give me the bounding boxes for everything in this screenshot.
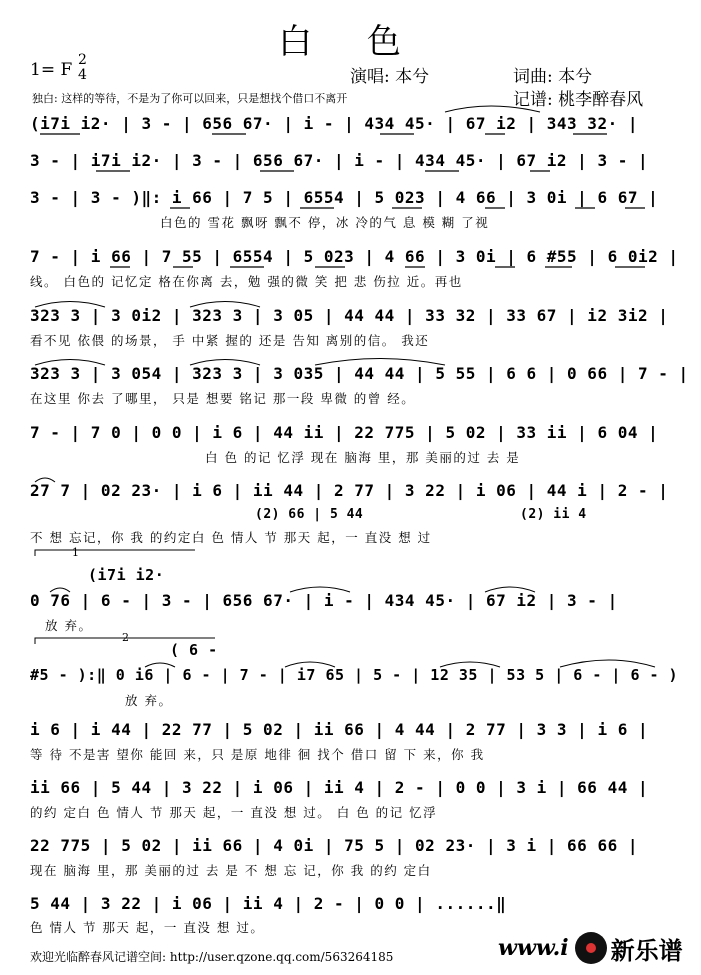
notation-row: 7 - | i 66 | 7 55 | 6554 | 5 023 | 4 66 | 3 0i | 6 #55 | 6 0i2 | xyxy=(30,247,679,266)
notation-row: 323 3 | 3 054 | 323 3 | 3 035 | 44 44 | 5 55 | 6 6 | 0 66 | 7 - | xyxy=(30,364,689,383)
volta-two-label: 2 xyxy=(122,631,129,644)
notation-row: 0 76 | 6 - | 3 - | 656 67· | i - | 434 45· | 67 i2 | 3 - | xyxy=(30,591,618,610)
intro-repeat-notes: ( 6 - xyxy=(170,641,218,659)
time-signature-top: 2 xyxy=(78,52,87,68)
notation-row: (i7i i2· | 3 - | 656 67· | i - | 434 45· | 67 i2 | 343 32· | xyxy=(30,114,638,133)
lyric-line: 白色的 雪花 飘呀 飘不 停，冰 冷的气 息 模 糊 了视 xyxy=(160,215,490,230)
lyric-line: 看不见 依偎 的场景， 手 中紧 握的 还是 告知 离别的信。 我还 xyxy=(30,333,430,348)
song-title: 白 色 xyxy=(278,22,423,62)
composer-credit: 词曲: 本兮 xyxy=(513,67,593,87)
lyric-line: 现在 脑海 里，那 美丽的过 去 是 不 想 忘 记，你 我 的约 定白 xyxy=(30,863,432,878)
alternate-ending-notes: (2) ii 4 xyxy=(520,507,587,522)
lyric-line: 的约 定白 色 情人 节 那天 起，一 直没 想 过。 白 色 的记 忆浮 xyxy=(30,805,438,820)
singer-credit: 演唱: 本兮 xyxy=(350,67,430,87)
alternate-ending-notes: (2) 66 | 5 44 xyxy=(255,507,364,522)
volta-one-label: 1 xyxy=(72,546,79,559)
notation-row: 3 - | i7i i2· | 3 - | 656 67· | i - | 434 45· | 67 i2 | 3 - | xyxy=(30,151,649,170)
volta-two-bracket xyxy=(35,638,215,644)
lyric-line: 放 弃。 xyxy=(45,618,93,633)
notation-row: #5 - ):‖ 0 i6 | 6 - | 7 - | i7 65 | 5 - | 12 35 | 53 5 | 6 - | 6 - ) xyxy=(30,666,679,684)
lyric-line: 在这里 你去 了哪里， 只是 想要 铭记 那一段 卑微 的曾 经。 xyxy=(30,391,416,406)
time-signature-bottom: 4 xyxy=(78,67,87,83)
notation-row: ii 66 | 5 44 | 3 22 | i 06 | ii 4 | 2 - | 0 0 | 3 i | 66 44 | xyxy=(30,778,649,797)
monologue-text: 独白: 这样的等待，不是为了你可以回来，只是想找个借口不离开 xyxy=(32,92,348,105)
footer-text: 欢迎光临醉春风记谱空间: http://user.qzone.qq.com/563264185 xyxy=(30,950,394,964)
notation-row: i 6 | i 44 | 22 77 | 5 02 | ii 66 | 4 44 | 2 77 | 3 3 | i 6 | xyxy=(30,720,649,739)
lyric-line: 放 弃。 xyxy=(125,693,173,708)
notation-row: 27 7 | 02 23· | i 6 | ii 44 | 2 77 | 3 22 | i 06 | 44 i | 2 - | xyxy=(30,481,669,500)
volta-one-bracket xyxy=(35,550,195,556)
transcriber-credit: 记谱: 桃李醉春风 xyxy=(513,90,644,110)
notation-row: 323 3 | 3 0i2 | 323 3 | 3 05 | 44 44 | 33 32 | 33 67 | i2 3i2 | xyxy=(30,306,669,325)
logo-www-text: www.i xyxy=(498,935,569,961)
notation-row: 3 - | 3 - )‖: i 66 | 7 5 | 6554 | 5 023 | 4 66 | 3 0i | 6 67 | xyxy=(30,188,659,207)
notation-row: 22 775 | 5 02 | ii 66 | 4 0i | 75 5 | 02 23· | 3 i | 66 66 | xyxy=(30,836,638,855)
notation-row: 5 44 | 3 22 | i 06 | ii 4 | 2 - | 0 0 | ......‖ xyxy=(30,894,507,913)
key-signature: 1= F xyxy=(30,60,73,80)
lyric-line: 等 待 不是害 望你 能回 来，只 是原 地徘 徊 找个 借口 留 下 来，你 我 xyxy=(30,747,485,762)
logo-brand-text: 新乐谱 xyxy=(610,936,683,965)
lyric-line: 不 想 忘记，你 我 的约定白 色 情人 节 那天 起，一 直没 想 过 xyxy=(30,530,432,545)
lyric-line: 色 情人 节 那天 起，一 直没 想 过。 xyxy=(30,920,265,935)
lyric-line: 线。 白色的 记忆定 格在你离 去，勉 强的微 笑 把 悲 伤拉 近。再也 xyxy=(30,274,463,289)
notation-row: 7 - | 7 0 | 0 0 | i 6 | 44 ii | 22 775 | 5 02 | 33 ii | 6 04 | xyxy=(30,423,659,442)
lyric-line: 白 色 的记 忆浮 现在 脑海 里，那 美丽的过 去 是 xyxy=(205,450,521,465)
intro-repeat-notes: (i7i i2· xyxy=(88,566,165,584)
